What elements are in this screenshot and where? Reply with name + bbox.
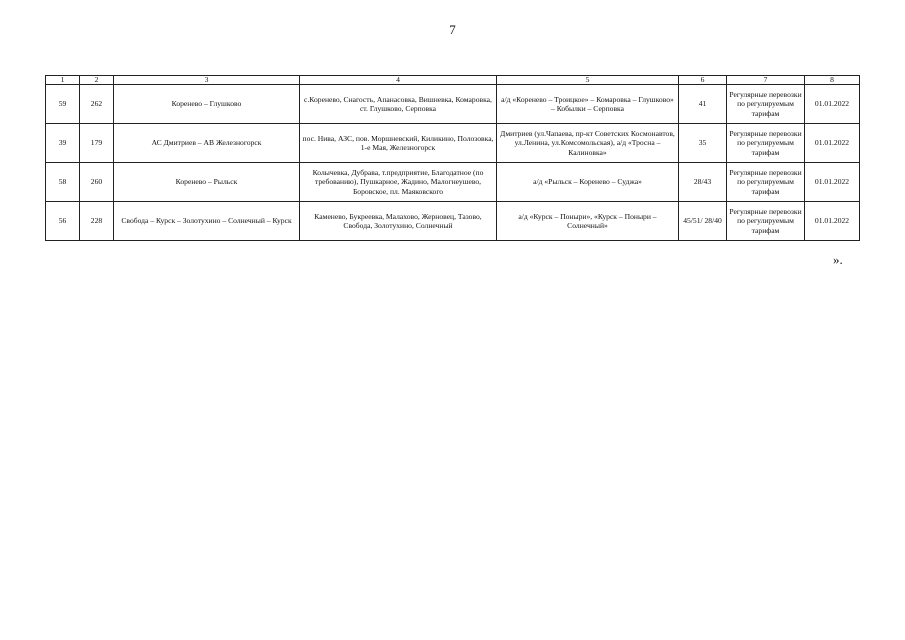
length-cell: 28/43 — [679, 163, 727, 202]
table-row — [46, 85, 860, 124]
transport-type-cell: Регулярные перевозки по регулируемым тарифам — [727, 85, 805, 124]
column-header: 1 — [46, 76, 80, 85]
streets-cell: Дмитриев (ул.Чапаева, пр-кт Советских Космонавтов, ул.Ленина, ул.Комсомольская), а/д «Тросна – Калиновка» — [497, 124, 679, 163]
column-header: 2 — [80, 76, 114, 85]
length-cell: 35 — [679, 124, 727, 163]
transport-type-cell: Регулярные перевозки по регулируемым тарифам — [727, 163, 805, 202]
column-header: 8 — [805, 76, 860, 85]
route-name-cell: Свобода – Курск – Золотухино – Солнечный – Курск — [114, 202, 300, 241]
registration-number-cell: 56 — [46, 202, 80, 241]
closing-quote-mark: ». — [833, 252, 843, 267]
column-header: 7 — [727, 76, 805, 85]
registration-number-cell: 58 — [46, 163, 80, 202]
route-name-cell: АС Дмитриев – АВ Железногорск — [114, 124, 300, 163]
route-number-cell: 228 — [80, 202, 114, 241]
start-date-cell: 01.01.2022 — [805, 202, 860, 241]
length-cell: 41 — [679, 85, 727, 124]
registration-number-cell: 59 — [46, 85, 80, 124]
transport-type-cell: Регулярные перевозки по регулируемым тарифам — [727, 124, 805, 163]
column-header: 5 — [497, 76, 679, 85]
route-name-cell: Коренево – Глушково — [114, 85, 300, 124]
route-registry-table — [45, 75, 860, 241]
start-date-cell: 01.01.2022 — [805, 85, 860, 124]
start-date-cell: 01.01.2022 — [805, 163, 860, 202]
stops-cell: пос. Нива, АЗС, пов. Моршневский, Киликино, Полозовка, 1-е Мая, Железногорск — [300, 124, 497, 163]
start-date-cell: 01.01.2022 — [805, 124, 860, 163]
route-number-cell: 260 — [80, 163, 114, 202]
table-row — [46, 124, 860, 163]
table-row — [46, 163, 860, 202]
header-row — [46, 76, 860, 85]
stops-cell: с.Коренево, Снагость, Апанасовка, Вишневка, Комаровка, ст. Глушково, Серповка — [300, 85, 497, 124]
page-number: 7 — [449, 22, 456, 37]
column-header: 4 — [300, 76, 497, 85]
transport-type-cell: Регулярные перевозки по регулируемым тарифам — [727, 202, 805, 241]
route-number-cell: 179 — [80, 124, 114, 163]
table-row — [46, 202, 860, 241]
column-header: 3 — [114, 76, 300, 85]
length-cell: 45/51/ 28/40 — [679, 202, 727, 241]
route-name-cell: Коренево – Рыльск — [114, 163, 300, 202]
streets-cell: а/д «Коренево – Троицкое» – Комаровка – Глушково» – Кобылки – Серповка — [497, 85, 679, 124]
streets-cell: а/д «Курск – Поныри», «Курск – Поныри – Солнечный» — [497, 202, 679, 241]
streets-cell: а/д «Рыльск – Коренево – Суджа» — [497, 163, 679, 202]
stops-cell: Колычевка, Дубрава, т.предприятие, Благодатное (по требованию), Пушкарное, Жадино, Малогнеушево, Боровское, пл. Маяковского — [300, 163, 497, 202]
column-header: 6 — [679, 76, 727, 85]
stops-cell: Каменево, Букреевка, Малахово, Жерновец, Тазово, Свобода, Золотухино, Солнечный — [300, 202, 497, 241]
route-number-cell: 262 — [80, 85, 114, 124]
registration-number-cell: 39 — [46, 124, 80, 163]
